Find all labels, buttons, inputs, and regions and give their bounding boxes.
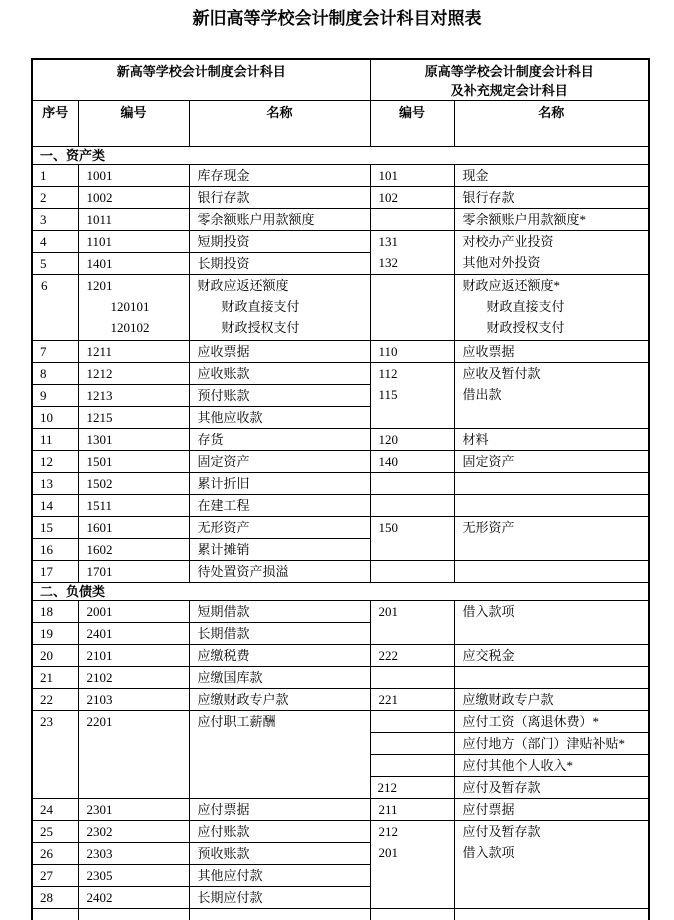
table-cell: 22 (32, 689, 78, 711)
section-row (32, 147, 649, 165)
table-cell (370, 275, 454, 341)
table-row (32, 667, 649, 689)
table-cell (370, 473, 454, 495)
table-cell: 2303 (78, 843, 189, 865)
table-cell: 12 (32, 451, 78, 473)
table-cell: 1501 (78, 451, 189, 473)
table-cell: 长期借款 (189, 623, 370, 645)
table-cell (189, 909, 370, 920)
table-cell: 212 201 (370, 821, 454, 909)
col-header-new-code: 编号 (78, 101, 189, 147)
table-cell: 3 (32, 209, 78, 231)
table-cell: 17 (32, 561, 78, 583)
table-cell (370, 209, 454, 231)
table-cell: 140 (370, 451, 454, 473)
group-header-old-line1: 原高等学校会计制度会计科目 (424, 64, 594, 79)
table-cell: 长期应付款 (189, 887, 370, 909)
table-row (32, 231, 649, 253)
table-cell: 2301 (78, 799, 189, 821)
table-cell: 1002 (78, 187, 189, 209)
table-cell: 9 (32, 385, 78, 407)
table-cell: 1201 120101 120102 (78, 275, 189, 341)
table-cell: 23 (32, 711, 78, 799)
table-row (32, 451, 649, 473)
table-cell: 1511 (78, 495, 189, 517)
table-cell: 应付及暂存款 借入款项 (454, 821, 649, 909)
table-cell: 221 (370, 689, 454, 711)
table-cell: 112 115 (370, 363, 454, 429)
table-cell: 24 (32, 799, 78, 821)
table-cell: 11 (32, 429, 78, 451)
table-cell: 其他应付款 (189, 865, 370, 887)
group-header-old-line2: 及补充规定会计科目 (450, 83, 568, 98)
table-cell: 待处置资产损溢 (189, 561, 370, 583)
table-cell: 14 (32, 495, 78, 517)
table-cell: 18 (32, 601, 78, 623)
table-cell: 财政应返还额度* 财政直接支付 财政授权支付 (454, 275, 649, 341)
table-cell: 1401 (78, 253, 189, 275)
table-row (32, 473, 649, 495)
table-cell: 10 (32, 407, 78, 429)
table-cell: 零余额账户用款额度* (454, 209, 649, 231)
section-row (32, 583, 649, 601)
table-cell (454, 473, 649, 495)
table-row (32, 341, 649, 363)
table-cell: 银行存款 (454, 187, 649, 209)
table-cell (370, 495, 454, 517)
table-cell: 131 132 (370, 231, 454, 275)
table-row (32, 209, 649, 231)
table-row (32, 495, 649, 517)
table-cell: 1213 (78, 385, 189, 407)
table-cell: 财政应返还额度 财政直接支付 财政授权支付 (189, 275, 370, 341)
table-cell: 6 (32, 275, 78, 341)
table-cell: 2302 (78, 821, 189, 843)
table-cell (454, 561, 649, 583)
col-header-new-name: 名称 (189, 101, 370, 147)
table-cell: 应缴财政专户款 (189, 689, 370, 711)
table-cell: 短期借款 (189, 601, 370, 623)
table-cell: 借入款项 (454, 601, 649, 645)
table-row (32, 363, 649, 385)
table-cell: 应收账款 (189, 363, 370, 385)
table-cell: 27 (32, 865, 78, 887)
table-cell (370, 561, 454, 583)
table-cell: 应收票据 (454, 341, 649, 363)
table-cell: 102 (370, 187, 454, 209)
table-cell: 150 (370, 517, 454, 561)
table-cell (454, 667, 649, 689)
page-title: 新旧高等学校会计制度会计科目对照表 (192, 9, 482, 28)
table-row (32, 645, 649, 667)
table-cell: 1211 (78, 341, 189, 363)
table-cell: 材料 (454, 429, 649, 451)
table-row (32, 187, 649, 209)
table-cell: 其他应收款 (189, 407, 370, 429)
table-body (32, 147, 649, 920)
table-cell: 19 (32, 623, 78, 645)
table-cell: 应收及暂付款 借出款 (454, 363, 649, 429)
table-cell: 1001 (78, 165, 189, 187)
table-cell: 201 (370, 601, 454, 645)
table-row (32, 601, 649, 623)
table-cell: 7 (32, 341, 78, 363)
table-cell: 28 (32, 887, 78, 909)
table-cell: 2102 (78, 667, 189, 689)
table-cell: 一、资产类 (32, 147, 649, 165)
table-cell: 零余额账户用款额度 (189, 209, 370, 231)
group-header-row (32, 59, 649, 101)
table-cell: 2401 (78, 623, 189, 645)
table-cell: 累计摊销 (189, 539, 370, 561)
col-header-old-name: 名称 (454, 101, 649, 147)
table-cell: 应付票据 (454, 799, 649, 821)
table-cell: 预付账款 (189, 385, 370, 407)
table-cell: 在建工程 (189, 495, 370, 517)
table-cell: 2305 (78, 865, 189, 887)
table-cell: 应付职工薪酬 (189, 711, 370, 799)
table-cell: 应付工资（离退休费）* (454, 711, 649, 733)
table-cell: 13 (32, 473, 78, 495)
table-cell: 应付其他个人收入* (454, 755, 649, 777)
table-cell: 8 (32, 363, 78, 385)
table-cell: 应缴国库款 (189, 667, 370, 689)
table-cell (454, 495, 649, 517)
table-cell (370, 711, 454, 733)
table-cell: 212 (370, 777, 454, 799)
table-row (32, 821, 649, 843)
table-cell: 应付及暂存款 (454, 777, 649, 799)
table-cell: 16 (32, 539, 78, 561)
group-header-old-system (370, 59, 649, 101)
table-row (32, 689, 649, 711)
table-cell: 长期投资 (189, 253, 370, 275)
table-cell: 二、负债类 (32, 583, 649, 601)
table-cell: 4 (32, 231, 78, 253)
table-cell: 2402 (78, 887, 189, 909)
table-cell: 1212 (78, 363, 189, 385)
table-cell: 短期投资 (189, 231, 370, 253)
table-row (32, 711, 649, 733)
group-header-new-system: 新高等学校会计制度会计科目 (32, 59, 370, 101)
table-cell (32, 909, 78, 920)
table-cell: 无形资产 (454, 517, 649, 561)
table-cell (370, 909, 454, 920)
table-cell: 2103 (78, 689, 189, 711)
table-cell: 应缴税费 (189, 645, 370, 667)
column-header-row (32, 101, 649, 147)
table-row (32, 799, 649, 821)
table-cell: 应交税金 (454, 645, 649, 667)
table-cell: 累计折旧 (189, 473, 370, 495)
table-cell: 预收账款 (189, 843, 370, 865)
table-cell (370, 733, 454, 755)
table-row (32, 275, 649, 341)
table-cell: 库存现金 (189, 165, 370, 187)
table-cell: 120 (370, 429, 454, 451)
col-header-old-code: 编号 (370, 101, 454, 147)
table-cell: 25 (32, 821, 78, 843)
table-cell: 固定资产 (189, 451, 370, 473)
table-row (32, 517, 649, 539)
col-header-seq: 序号 (32, 101, 78, 147)
table-cell: 2201 (78, 711, 189, 799)
table-cell: 固定资产 (454, 451, 649, 473)
table-cell: 银行存款 (189, 187, 370, 209)
table-cell: 应缴财政专户款 (454, 689, 649, 711)
table-cell: 101 (370, 165, 454, 187)
table-row (32, 561, 649, 583)
table-cell: 2 (32, 187, 78, 209)
table-cell (370, 667, 454, 689)
table-cell: 15 (32, 517, 78, 539)
table-cell: 1601 (78, 517, 189, 539)
table-cell: 应付账款 (189, 821, 370, 843)
table-cell: 211 (370, 799, 454, 821)
table-cell (78, 909, 189, 920)
table-cell: 存货 (189, 429, 370, 451)
table-cell: 5 (32, 253, 78, 275)
table-cell: 2001 (78, 601, 189, 623)
table-cell: 1 (32, 165, 78, 187)
table-cell: 21 (32, 667, 78, 689)
table-cell: 222 (370, 645, 454, 667)
table-cell: 应付票据 (189, 799, 370, 821)
table-cell: 1502 (78, 473, 189, 495)
table-cell: 现金 (454, 165, 649, 187)
table-cell: 1301 (78, 429, 189, 451)
table-cell: 1101 (78, 231, 189, 253)
comparison-table (31, 58, 650, 920)
table-cell: 2101 (78, 645, 189, 667)
table-row (32, 165, 649, 187)
table-cell: 对校办产业投资 其他对外投资 (454, 231, 649, 275)
table-cell (370, 755, 454, 777)
table-cell: 1701 (78, 561, 189, 583)
table-cell: 1602 (78, 539, 189, 561)
table-cell: 1215 (78, 407, 189, 429)
table-cell: 110 (370, 341, 454, 363)
table-cell: 26 (32, 843, 78, 865)
table-cell (454, 909, 649, 920)
table-cell: 20 (32, 645, 78, 667)
table-cell: 1011 (78, 209, 189, 231)
table-cell: 应付地方（部门）津贴补贴* (454, 733, 649, 755)
table-row (32, 429, 649, 451)
table-cell: 无形资产 (189, 517, 370, 539)
partial-row (32, 909, 649, 920)
table-cell: 应收票据 (189, 341, 370, 363)
